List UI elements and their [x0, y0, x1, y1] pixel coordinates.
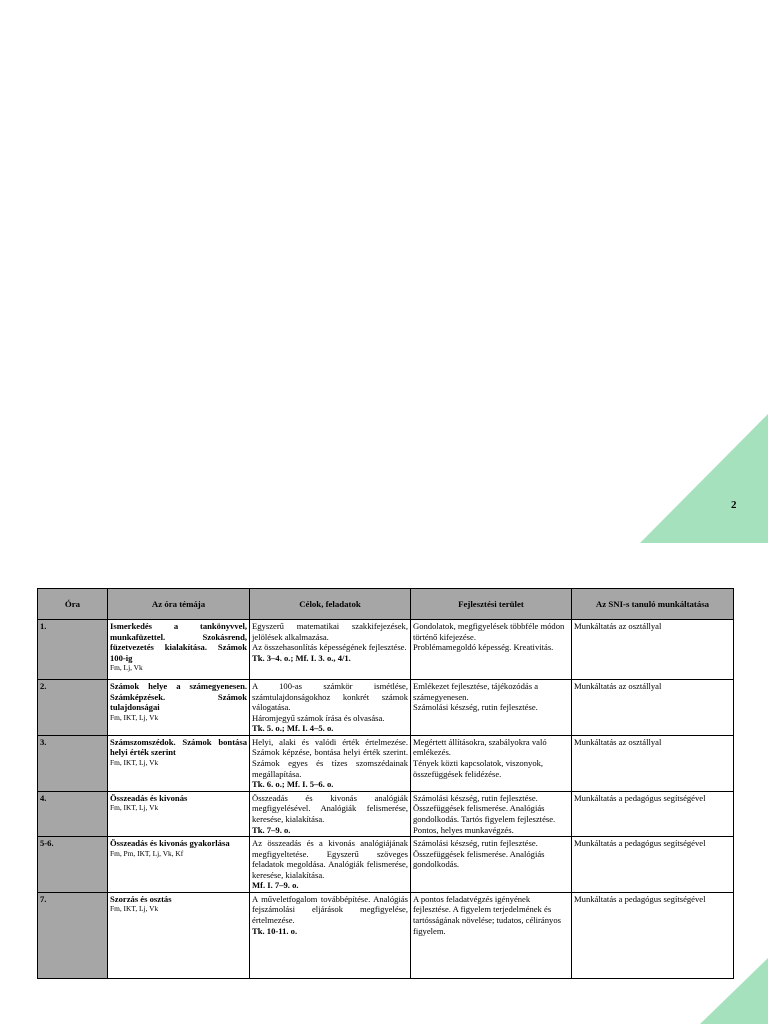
goals-reference: Tk. 10-11. o.: [252, 925, 298, 936]
sni-work-cell: Munkáltatás az osztállyal: [572, 680, 734, 736]
topic-methods: Fm, Pm, IKT, Lj, Vk, Kf: [110, 848, 184, 858]
lesson-number-cell: 4.: [38, 791, 108, 836]
table-row: [38, 791, 734, 836]
lesson-number-cell: 5-6.: [38, 837, 108, 893]
topic-title: Ismerkedés a tankönyvvel, munkafüzettel. Szokásrend, füzetvezetés kialakítása. Számok 100-ig: [110, 621, 247, 663]
goals-reference: Tk. 7–9. o.: [252, 824, 291, 835]
development-line: Számolási készség, rutin fejlesztése.: [413, 702, 538, 713]
sni-work-cell: Munkáltatás a pedagógus segítségével: [572, 837, 734, 893]
header-sni-student-work: Az SNI-s tanuló munkáltatása: [572, 589, 734, 620]
topic-methods: Fm, IKT, Lj, Vk: [110, 712, 159, 722]
goals-line: Helyi, alaki és valódi érték értelmezése. Számok képzése, bontása helyi érték szerint. Számok egyes és tízes szomszédainak megállapítása.: [252, 736, 408, 779]
header-lesson: Óra: [38, 589, 108, 620]
topic-methods: Fm, IKT, Lj, Vk: [110, 904, 159, 914]
topic-title: Számok helye a számegyenesen. Számképzések. Számok tulajdonságai: [110, 681, 247, 713]
development-line: Problémamegoldó képesség. Kreativitás.: [413, 642, 554, 653]
decorative-corner-triangle-top: [640, 414, 768, 543]
development-cell: [411, 837, 572, 893]
goals-cell: [250, 791, 411, 836]
goals-line: Összeadás és kivonás analógiák megfigyelésével. Analógiák felismerése, keresése, kialakítása.: [252, 792, 408, 824]
table-row: [38, 735, 734, 791]
topic-title: Számszomszédok. Számok bontása helyi érték szerint: [110, 736, 247, 758]
lesson-number-cell: 1.: [38, 620, 108, 680]
development-line: A pontos feladatvégzés igényének fejlesztése. A figyelem terjedelmének és tartósságának növelése; tudatos, célirányos figyelem.: [413, 893, 561, 936]
goals-line: A műveletfogalom továbbépítése. Analógiás fejszámolási eljárások megfigyelése, értelmezése.: [252, 893, 408, 925]
topic-cell: [108, 837, 250, 893]
goals-reference: Mf. I. 7–9. o.: [252, 880, 299, 891]
sni-work-cell: Munkáltatás a pedagógus segítségével: [572, 892, 734, 978]
development-line: Gondolatok, megfigyelések többféle módon történő kifejezése.: [413, 621, 565, 642]
goals-cell: [250, 680, 411, 736]
table-header-row: [38, 589, 734, 620]
topic-methods: Fm, Lj, Vk: [110, 663, 143, 673]
development-line: Számolási készség, rutin fejlesztése. Összefüggések felismerése. Analógiás gondolkodás.: [413, 838, 545, 870]
page-number: 2: [731, 499, 737, 511]
goals-reference: Tk. 3–4. o.; Mf. I. 3. o., 4/1.: [252, 652, 351, 663]
goals-cell: [250, 735, 411, 791]
goals-line: Az összehasonlítás képességének fejlesztése.: [252, 642, 407, 653]
development-cell: [411, 892, 572, 978]
development-line: Megértett állításokra, szabályokra való emlékezés.: [413, 736, 547, 758]
lesson-number-cell: 7.: [38, 892, 108, 978]
goals-cell: [250, 892, 411, 978]
topic-title: Összeadás és kivonás gyakorlása: [110, 838, 230, 849]
topic-cell: [108, 620, 250, 680]
development-cell: [411, 735, 572, 791]
goals-cell: [250, 837, 411, 893]
topic-cell: [108, 892, 250, 978]
development-cell: [411, 680, 572, 736]
lesson-plan-table: [37, 588, 734, 979]
sni-work-cell: Munkáltatás a pedagógus segítségével: [572, 791, 734, 836]
table-row: [38, 620, 734, 680]
development-cell: [411, 620, 572, 680]
decorative-corner-triangle-bottom: [700, 958, 768, 1024]
goals-reference: Tk. 5. o.; Mf. I. 4–5. o.: [252, 723, 334, 734]
header-goals: Célok, feladatok: [250, 589, 411, 620]
topic-methods: Fm, IKT, Lj, Vk: [110, 757, 159, 767]
goals-line: Háromjegyű számok írása és olvasása.: [252, 712, 385, 723]
sni-work-cell: Munkáltatás az osztállyal: [572, 620, 734, 680]
topic-cell: [108, 791, 250, 836]
topic-title: Szorzás és osztás: [110, 893, 172, 904]
goals-reference: Tk. 6. o.; Mf. I. 5–6. o.: [252, 779, 334, 790]
development-line: Tények közti kapcsolatok, viszonyok, összefüggések felidézése.: [413, 757, 544, 779]
goals-cell: [250, 620, 411, 680]
header-topic: Az óra témája: [108, 589, 250, 620]
lesson-number-cell: 3.: [38, 735, 108, 791]
table-row: [38, 892, 734, 978]
header-development-area: Fejlesztési terület: [411, 589, 572, 620]
goals-line: Egyszerű matematikai szakkifejezések, jelölések alkalmazása.: [252, 621, 408, 642]
development-line: Számolási készség, rutin fejlesztése. Összefüggések felismerése. Analógiás gondolkodás. Tartós figyelem fejlesztése. Pontos, helyes munkavégzés.: [413, 792, 556, 835]
topic-cell: [108, 680, 250, 736]
goals-line: Az összeadás és a kivonás analógiájának megfigyeltetése. Egyszerű szöveges feladatok megoldása. Analógiák felismerése, keresése, kialakítása.: [252, 838, 408, 880]
topic-title: Összeadás és kivonás: [110, 792, 188, 803]
goals-line: A 100-as számkör ismétlése, számtulajdonságokhoz konkrét számok válogatása.: [252, 681, 408, 713]
table-body: [38, 620, 734, 979]
topic-cell: [108, 735, 250, 791]
topic-methods: Fm, IKT, Lj, Vk: [110, 803, 159, 813]
table-row: [38, 680, 734, 736]
lesson-number-cell: 2.: [38, 680, 108, 736]
development-cell: [411, 791, 572, 836]
table-row: [38, 837, 734, 893]
sni-work-cell: Munkáltatás az osztállyal: [572, 735, 734, 791]
development-line: Emlékezet fejlesztése, tájékozódás a számegyenesen.: [413, 681, 539, 702]
